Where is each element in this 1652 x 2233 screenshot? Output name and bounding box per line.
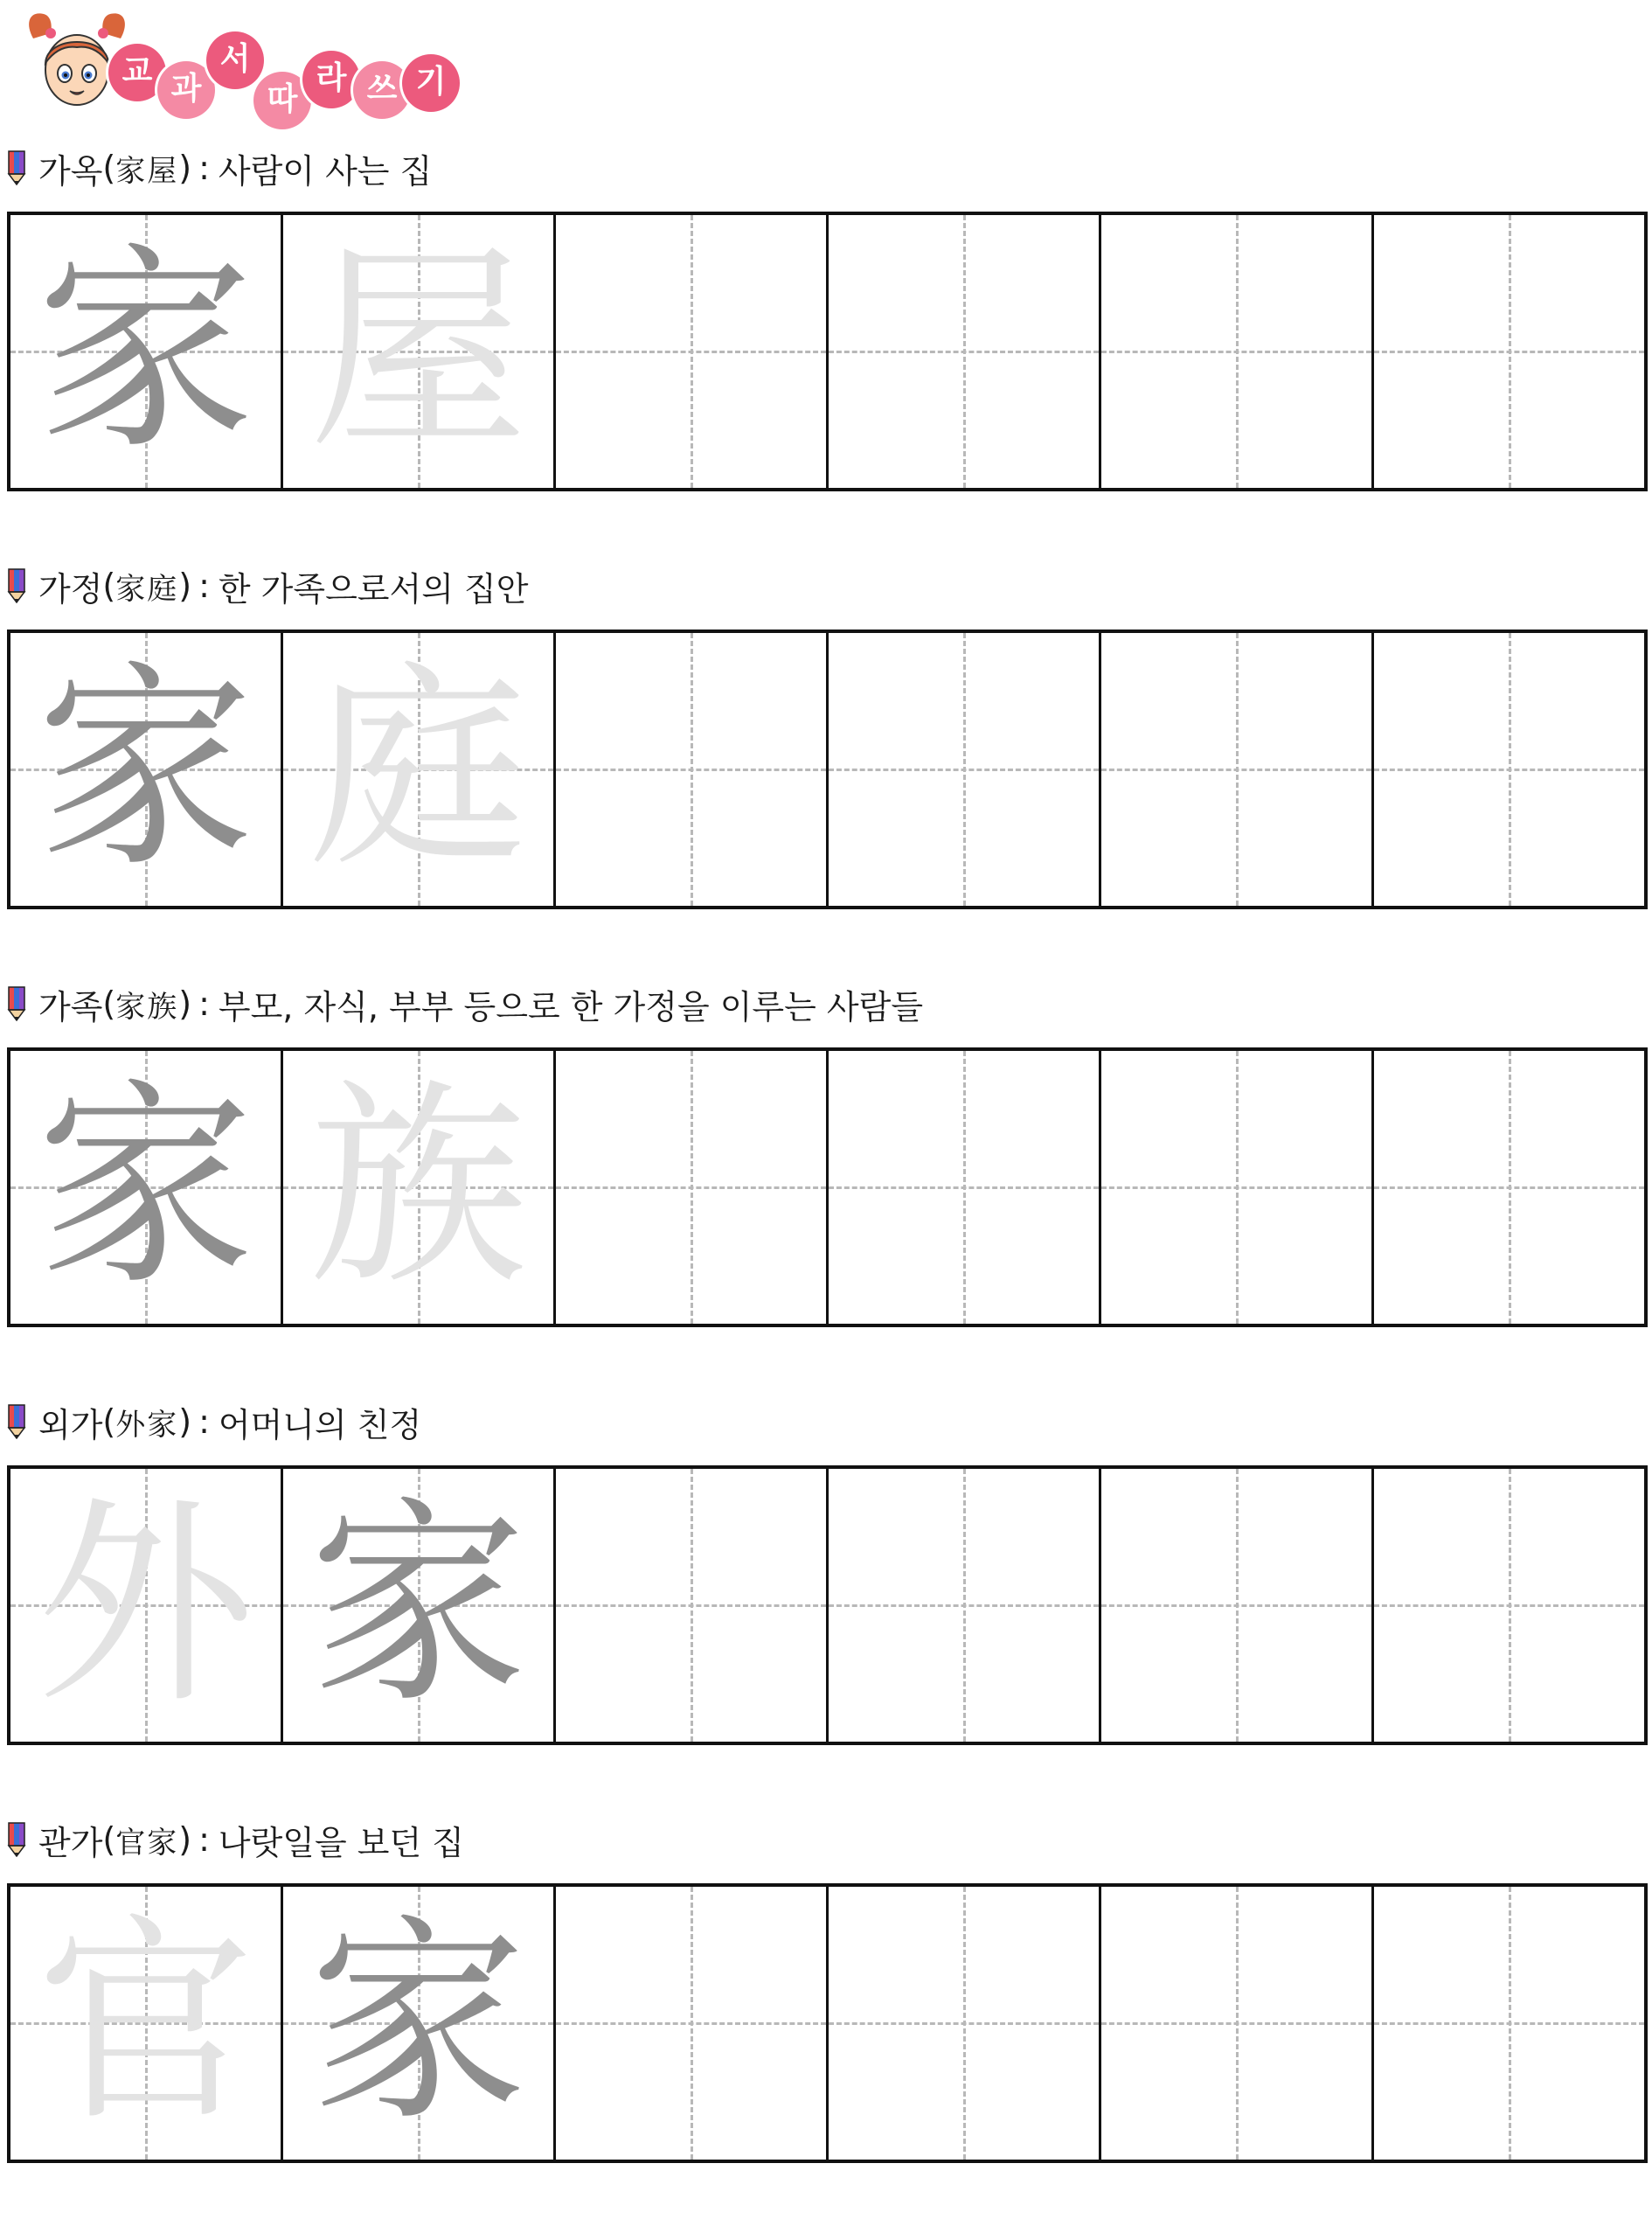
- writing-cell[interactable]: [556, 215, 829, 488]
- trace-character: 外: [36, 1478, 255, 1732]
- header-letter-4: 따: [253, 72, 311, 129]
- vocab-meaning: 한 가족으로서의 집안: [218, 569, 529, 609]
- writing-cell[interactable]: [1101, 1469, 1374, 1742]
- trace-character: 屋: [309, 224, 528, 478]
- writing-cell[interactable]: [1101, 633, 1374, 906]
- writing-cell[interactable]: [829, 633, 1101, 906]
- writing-cell[interactable]: [283, 215, 556, 488]
- vocab-word: 관가: [38, 1823, 103, 1862]
- section-title: 가옥 ( 家屋 ) : 사람이 사는 집: [7, 142, 432, 194]
- vocab-meaning: 부모, 자식, 부부 등으로 한 가정을 이루는 사람들: [218, 987, 924, 1026]
- section-title: 관가 ( 官家 ) : 나랏일을 보던 집: [7, 1813, 464, 1866]
- writing-cell[interactable]: [283, 1469, 556, 1742]
- trace-character: 家: [36, 224, 255, 478]
- writing-cell[interactable]: [283, 1887, 556, 2160]
- practice-section-5: [0, 1813, 1652, 2233]
- header-letter-3: 서: [206, 31, 264, 89]
- writing-cell[interactable]: [10, 1887, 283, 2160]
- section-title: 가족 ( 家族 ) : 부모, 자식, 부부 등으로 한 가정을 이루는 사람들: [7, 977, 923, 1030]
- section-title: 가정 ( 家庭 ) : 한 가족으로서의 집안: [7, 560, 528, 612]
- writing-cell[interactable]: [556, 633, 829, 906]
- pencil-icon: [7, 986, 26, 1021]
- vocab-meaning: 사람이 사는 집: [218, 151, 433, 191]
- vocab-word: 가정: [38, 569, 103, 609]
- writing-cell[interactable]: [1374, 1051, 1644, 1324]
- writing-cell[interactable]: [829, 1887, 1101, 2160]
- writing-cell[interactable]: [10, 215, 283, 488]
- pencil-icon: [7, 1404, 26, 1439]
- trace-character: 族: [309, 1060, 528, 1314]
- vocab-hanja: 官家: [115, 1825, 179, 1861]
- writing-cell[interactable]: [1101, 1051, 1374, 1324]
- writing-cell[interactable]: [10, 1051, 283, 1324]
- vocab-word: 외가: [38, 1405, 103, 1444]
- vocab-hanja: 家屋: [115, 153, 179, 189]
- section-title: 외가 ( 外家 ) : 어머니의 친정: [7, 1395, 421, 1448]
- writing-cell[interactable]: [10, 633, 283, 906]
- trace-character: 家: [36, 642, 255, 896]
- vocab-hanja: 外家: [115, 1407, 179, 1443]
- vocab-word: 가족: [38, 987, 103, 1026]
- writing-cell[interactable]: [1374, 633, 1644, 906]
- writing-cell[interactable]: [829, 1469, 1101, 1742]
- writing-cell[interactable]: [829, 1051, 1101, 1324]
- writing-cell[interactable]: [556, 1887, 829, 2160]
- practice-section-4: [0, 1395, 1652, 1815]
- header-letter-2: 과: [157, 61, 215, 119]
- vocab-word: 가옥: [38, 151, 103, 191]
- practice-section-2: [0, 560, 1652, 979]
- writing-cell[interactable]: [556, 1051, 829, 1324]
- header-letter-5: 라: [302, 51, 360, 108]
- writing-grid: [7, 1047, 1648, 1327]
- header-letter-7: 기: [402, 54, 460, 112]
- writing-cell[interactable]: [283, 1051, 556, 1324]
- writing-cell[interactable]: [829, 215, 1101, 488]
- writing-cell[interactable]: [283, 633, 556, 906]
- vocab-hanja: 家族: [115, 989, 179, 1025]
- practice-section-1: [0, 142, 1652, 561]
- writing-grid: [7, 630, 1648, 909]
- vocab-hanja: 家庭: [115, 571, 179, 607]
- header-letter-6: 쓰: [353, 61, 411, 119]
- writing-grid: [7, 1883, 1648, 2163]
- vocab-meaning: 어머니의 친정: [218, 1405, 422, 1444]
- writing-cell[interactable]: [1374, 215, 1644, 488]
- writing-grid: [7, 212, 1648, 491]
- vocab-meaning: 나랏일을 보던 집: [218, 1823, 465, 1862]
- writing-cell[interactable]: [10, 1469, 283, 1742]
- trace-character: 官: [36, 1896, 255, 2150]
- practice-section-3: [0, 977, 1652, 1397]
- trace-character: 庭: [309, 642, 528, 896]
- header-letter-1: 교: [108, 44, 166, 101]
- writing-cell[interactable]: [1101, 215, 1374, 488]
- writing-cell[interactable]: [556, 1469, 829, 1742]
- pencil-icon: [7, 1822, 26, 1857]
- writing-cell[interactable]: [1101, 1887, 1374, 2160]
- writing-grid: [7, 1465, 1648, 1745]
- writing-cell[interactable]: [1374, 1469, 1644, 1742]
- trace-character: 家: [309, 1478, 528, 1732]
- page-header: [24, 5, 479, 119]
- pencil-icon: [7, 568, 26, 603]
- pencil-icon: [7, 150, 26, 185]
- trace-character: 家: [36, 1060, 255, 1314]
- writing-cell[interactable]: [1374, 1887, 1644, 2160]
- trace-character: 家: [309, 1896, 528, 2150]
